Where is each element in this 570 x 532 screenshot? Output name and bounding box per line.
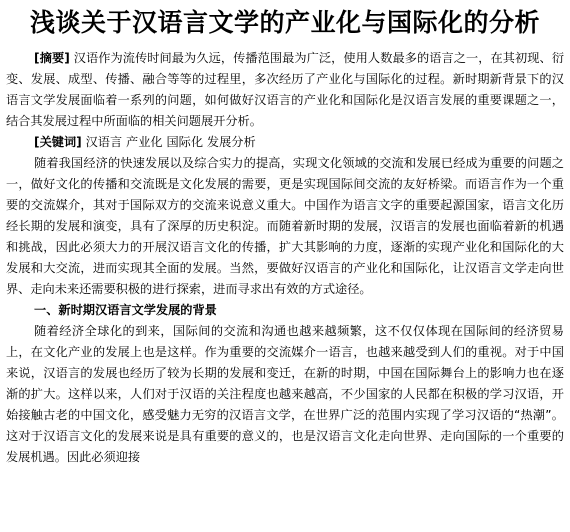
- abstract-text: 汉语作为流传时间最为久远，传播范围最为广泛，使用人数最多的语言之一，在其初现、衍变、发展、成型、传播、融合等等的过程里，多次经历了产业化与国际化的过程。新时期新背景下的汉语言文学发展面临着一系列的问题，如何做好汉语言的产业化和国际化是汉语言发展的重要课题之一，结合其发展过程中所面临的相关问题展开分析。: [6, 51, 565, 128]
- intro-paragraph: 随着我国经济的快速发展以及综合实力的提高，实现文化领域的交流和发展已经成为重要的问题之一，做好文化的传播和交流既是文化发展的需要，更是实现国际间交流的友好桥梁。而语言作为一个重要的交流媒介，其对于国际双方的交流来说意义重大。中国作为语言文字的重要起源国家，语言文化历经长期的发展和演变，具有了深厚的历史积淀。而随着新时期的发展，汉语言的发展也面临着新的机遇和挑战，因此必须大力的开展汉语言文化的传播，扩大其影响的力度，逐渐的实现产业化和国际化的大发展和大交流，进而实现其全面的发展。当然，要做好汉语言的产业化和国际化，让汉语言文学走向世界、走向未来还需要积极的进行探索，进而寻求出有效的方式途径。: [6, 156, 564, 296]
- abstract-paragraph: [6, 48, 564, 132]
- abstract-label: [摘要]: [34, 51, 70, 65]
- document-body: [0, 42, 570, 468]
- keywords-text: 汉语言 产业化 国际化 发展分析: [81, 135, 256, 149]
- section-heading: 一、新时期汉语言文学发展的背景: [34, 303, 217, 317]
- document-title: 浅谈关于汉语言文学的产业化与国际化的分析: [29, 8, 540, 37]
- keywords-paragraph: [6, 132, 564, 153]
- keywords-label: [关键词]: [34, 135, 82, 149]
- section-paragraph: 随着经济全球化的到来，国际间的交流和沟通也越来越频繁，这不仅仅体现在国际间的经济贸易上，在文化产业的发展上也是这样。作为重要的交流媒介一语言，也越来越受到人们的重视。对于中国来说，汉语言的发展也经历了较为长期的发展和变迁，在新的时期，中国在国际舞台上的影响力也在逐渐的扩大。这样以来，人们对于汉语的关注程度也越来越高，不少国家的人民都在积极的学习汉语，开始接触古老的中国文化，感受魅力无穷的汉语言文学，在世界广泛的范围内实现了学习汉语的“热潮”。这对于汉语言文化的发展来说是具有重要的意义的，也是汉语言文化走向世界、走向国际的一个重要的发展机遇。因此必须迎接: [6, 324, 564, 464]
